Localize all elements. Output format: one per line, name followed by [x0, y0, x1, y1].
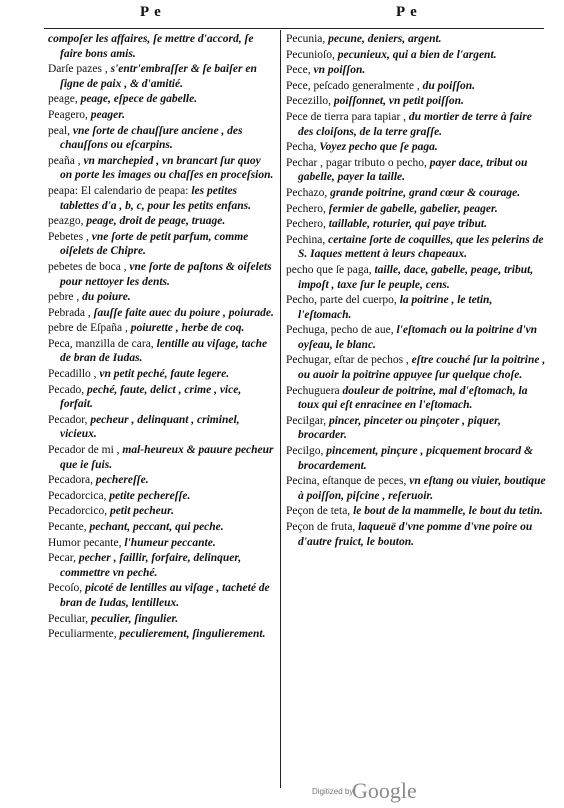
entry-definition: grande poitrine, grand cœur & courage.: [330, 186, 521, 199]
entry-definition: vne ſorte de chauſſure anciene , des chauſſons ou eſcarpins.: [60, 124, 243, 152]
entry-headword: Pecante,: [48, 521, 87, 533]
entry-headword: Peagero,: [48, 108, 88, 121]
entry-definition: pecher , faillir, forfaire, delinquer, commettre vn peché.: [60, 552, 242, 579]
entry-headword: Pecilgar,: [286, 414, 327, 427]
dictionary-entry: [48, 108, 274, 123]
dictionary-entry: [286, 353, 548, 382]
dictionary-entry: [48, 337, 274, 366]
entry-headword: Pecado,: [48, 383, 85, 396]
entry-definition: mal-heureux & pauure pecheur que ie ſuis.: [60, 444, 274, 471]
entry-definition: pincement, pinçure , picquement brocard & brocardement.: [298, 445, 533, 472]
dictionary-entry: [48, 184, 274, 213]
entry-definition: pechereſſe.: [95, 474, 149, 487]
entry-headword: peazgo,: [48, 215, 84, 228]
entry-definition: ſauſſe faite auec du poiure , poiurade.: [93, 306, 274, 319]
entry-definition: picoté de lentilles au viſage , tacheté de bran de Iudas, lentilleux.: [60, 582, 270, 609]
dictionary-entry: [48, 504, 274, 519]
entry-definition: certaine ſorte de coquilles, que les pelerins de S. Iaques mettent à leurs chapeaux.: [298, 233, 544, 261]
dictionary-entry: [48, 124, 274, 153]
dictionary-entry: [48, 520, 274, 535]
entry-definition: peché, faute, delict , crime , vice, forfait.: [60, 383, 242, 411]
entry-headword: Pecezillo,: [286, 95, 332, 108]
dictionary-entry: [48, 230, 274, 259]
entry-headword: Pecadillo ,: [48, 368, 97, 381]
entry-headword: peapa: El calendario de peapa:: [48, 184, 189, 197]
entry-headword: pecho que ſe paga,: [286, 263, 372, 276]
dictionary-entry: [286, 79, 548, 94]
dictionary-entry: [286, 110, 548, 139]
entry-definition: l'humeur peccante.: [124, 536, 216, 549]
entry-definition: vne ſorte de paſtons & oiſelets pour nettoyer les dents.: [60, 260, 272, 288]
entry-headword: Pecadorcico,: [48, 505, 108, 518]
dictionary-entry: [286, 202, 548, 217]
entry-definition: pecheur , delinquant , criminel, vicieux.: [60, 413, 240, 441]
entry-definition: lentille au viſage, tache de bran de Iudas.: [60, 337, 268, 365]
entry-definition: vn petit peché, faute legere.: [99, 368, 230, 381]
entry-headword: Pecador de mi ,: [48, 444, 120, 457]
entry-headword: Pece,: [286, 64, 311, 77]
entry-headword: Pecho, parte del cuerpo,: [286, 294, 397, 307]
dictionary-entry: [48, 627, 274, 642]
column-divider: [280, 30, 281, 788]
dictionary-entry: [48, 383, 274, 412]
google-logo: Google: [352, 778, 417, 803]
dictionary-entry: [48, 92, 274, 107]
entry-headword: Peca, manzilla de cara,: [48, 337, 154, 350]
entry-definition: fermier de gabelle, gabelier, peager.: [328, 202, 498, 215]
entry-headword: peage,: [48, 93, 78, 106]
header-right: P e: [396, 4, 418, 20]
entry-definition: vn eſtang ou viuier, boutique à poiſſon, piſcine , reſeruoir.: [298, 475, 546, 502]
entry-headword: Pecina, eſtanque de peces,: [286, 475, 407, 488]
dictionary-entry: [286, 263, 548, 292]
entry-headword: peaña ,: [48, 154, 81, 167]
entry-headword: Peculiarmente,: [48, 628, 117, 641]
entry-definition: pechant, peccant, qui peche.: [89, 521, 224, 533]
dictionary-entry: [286, 186, 548, 201]
entry-headword: Pecunioſo,: [286, 48, 335, 61]
entry-definition: douleur de poitrine, mal d'eſtomach, la toux qui eſt enracinee en l'eſtomach.: [298, 384, 528, 412]
entry-definition: pincer, pinceter ou pinçoter , piquer, brocarder.: [298, 414, 501, 442]
entry-definition: taille, dace, gabelle, peage, tribut, impoſt , taxe ſur le peuple, cens.: [298, 263, 534, 291]
right-column: [286, 32, 548, 550]
entry-headword: Pecador,: [48, 413, 88, 426]
dictionary-entry: [48, 367, 274, 382]
dictionary-entry: [286, 94, 548, 109]
entry-definition: eſtre couché ſur la poitrine , ou auoir la poitrine appuyee ſur quelque choſe.: [298, 354, 546, 382]
entry-definition: les petites tablettes d'a , b, c, pour les petits enfans.: [60, 184, 252, 212]
entry-definition: l'eſtomach ou la poitrine d'vn oyſeau, le blanc.: [298, 324, 538, 351]
dictionary-entry: [48, 306, 274, 321]
entry-definition: peculierement, ſingulierement.: [119, 628, 266, 641]
entry-headword: Pechuguera: [286, 384, 340, 397]
dictionary-entry: [48, 62, 274, 91]
dictionary-entry: [286, 140, 548, 155]
dictionary-entry: [286, 384, 548, 413]
entry-headword: Darſe pazes ,: [48, 63, 108, 76]
dictionary-entry: [48, 551, 274, 580]
entry-headword: Pebrada ,: [48, 306, 91, 319]
dictionary-entry: [48, 413, 274, 442]
entry-definition: Voyez pecho que ſe paga.: [319, 141, 438, 154]
entry-definition: du mortier de terre à faire des cloiſons, de la terre graſſe.: [298, 110, 532, 138]
entry-headword: Peculiar,: [48, 612, 89, 625]
entry-definition: vn marchepied , vn brancart ſur quoy on porte les images ou chaſſes en proceſsion.: [60, 154, 274, 182]
entry-headword: Pecilgo,: [286, 445, 324, 458]
dictionary-entry: [48, 32, 274, 61]
entry-headword: Pechuga, pecho de aue,: [286, 324, 394, 337]
dictionary-entry: [286, 156, 548, 185]
entry-headword: Pebetes ,: [48, 230, 89, 243]
dictionary-entry: [48, 612, 274, 627]
dictionary-entry: [286, 504, 548, 519]
dictionary-entry: [48, 321, 274, 336]
dictionary-entry: [48, 443, 274, 472]
dictionary-entry: [48, 581, 274, 610]
entry-headword: Pechazo,: [286, 186, 328, 199]
entry-headword: Pecha,: [286, 141, 317, 154]
dictionary-entry: [48, 260, 274, 289]
entry-headword: Peçon de teta,: [286, 505, 351, 518]
entry-definition: taillable, roturier, qui paye tribut.: [328, 218, 487, 231]
dictionary-entry: [286, 63, 548, 78]
entry-definition: s'entr'embraſſer & ſe baiſer en ſigne de paix , & d'amitié.: [60, 63, 257, 90]
page-footer: [0, 778, 564, 808]
entry-headword: Pecadorcica,: [48, 489, 107, 502]
dictionary-entry: [286, 323, 548, 352]
dictionary-entry: [286, 520, 548, 549]
entry-definition: pecune, deniers, argent.: [328, 33, 442, 45]
dictionary-entry: [286, 217, 548, 232]
entry-headword: pebre de Eſpaña ,: [48, 322, 128, 335]
entry-definition: petite pechereſſe.: [109, 489, 191, 502]
entry-headword: Pechugar, eſtar de pechos ,: [286, 354, 409, 367]
entry-definition: le bout de la mammelle, le bout du tetin.: [353, 505, 543, 518]
entry-definition: compoſer les affaires, ſe mettre d'accord, ſe faire bons amis.: [48, 33, 254, 60]
dictionary-entry: [48, 489, 274, 504]
entry-headword: Pece de tierra para tapiar ,: [286, 110, 407, 123]
entry-headword: peal,: [48, 124, 71, 137]
entry-headword: Pechina,: [286, 233, 326, 246]
dictionary-entry: [286, 444, 548, 473]
left-column: [48, 32, 274, 643]
dictionary-entry: [48, 536, 274, 551]
dictionary-entry: [286, 293, 548, 322]
entry-definition: poiurette , herbe de coq.: [130, 322, 245, 335]
entry-definition: peculier, ſingulier.: [90, 612, 179, 625]
entry-headword: Pechero,: [286, 202, 326, 215]
entry-definition: peage, droit de peage, truage.: [86, 215, 226, 228]
entry-headword: Pecadora,: [48, 474, 94, 487]
entry-headword: pebetes de boca ,: [48, 260, 127, 273]
entry-definition: payer dace, tribut ou gabelle, payer la taille.: [298, 156, 528, 184]
dictionary-entry: [48, 214, 274, 229]
entry-headword: Pechero,: [286, 218, 326, 231]
entry-definition: du poiure.: [82, 291, 131, 304]
entry-headword: Humor pecante,: [48, 536, 122, 549]
entry-headword: Pecoſo,: [48, 582, 83, 595]
entry-definition: la poitrine , le tetin, l'eſtomach.: [298, 294, 493, 321]
entry-headword: Pecunia,: [286, 33, 326, 45]
dictionary-entry: [286, 474, 548, 503]
entry-headword: Pece, peſcado generalmente ,: [286, 79, 420, 92]
entry-definition: peager.: [90, 108, 125, 121]
digitized-by-label: Digitized by: [312, 787, 354, 796]
entry-definition: vn poiſſon.: [313, 64, 366, 77]
entry-definition: peage, eſpece de gabelle.: [80, 93, 198, 106]
header-left: P e: [140, 4, 162, 20]
entry-headword: Peçon de fruta,: [286, 521, 356, 533]
dictionary-entry: [286, 414, 548, 443]
entry-headword: Pechar , pagar tributo o pecho,: [286, 156, 427, 169]
dictionary-entry: [286, 32, 548, 47]
dictionary-entry: [48, 473, 274, 488]
entry-headword: Pecar,: [48, 552, 76, 565]
entry-headword: pebre ,: [48, 291, 80, 304]
dictionary-entry: [286, 48, 548, 63]
entry-definition: poiſſonnet, vn petit poiſſon.: [333, 95, 464, 108]
dictionary-entry: [286, 233, 548, 262]
header-rule: [44, 28, 544, 29]
dictionary-entry: [48, 154, 274, 183]
entry-definition: du poiſſon.: [422, 79, 476, 92]
dictionary-entry: [48, 290, 274, 305]
entry-definition: vne ſorte de petit parfum, comme oiſelets de Chipre.: [60, 230, 249, 258]
entry-definition: pecunieux, qui a bien de l'argent.: [337, 48, 497, 61]
entry-definition: laqueuë d'vne pomme d'vne poire ou d'autre fruict, le bouton.: [298, 521, 533, 548]
entry-definition: petit pecheur.: [109, 505, 174, 518]
